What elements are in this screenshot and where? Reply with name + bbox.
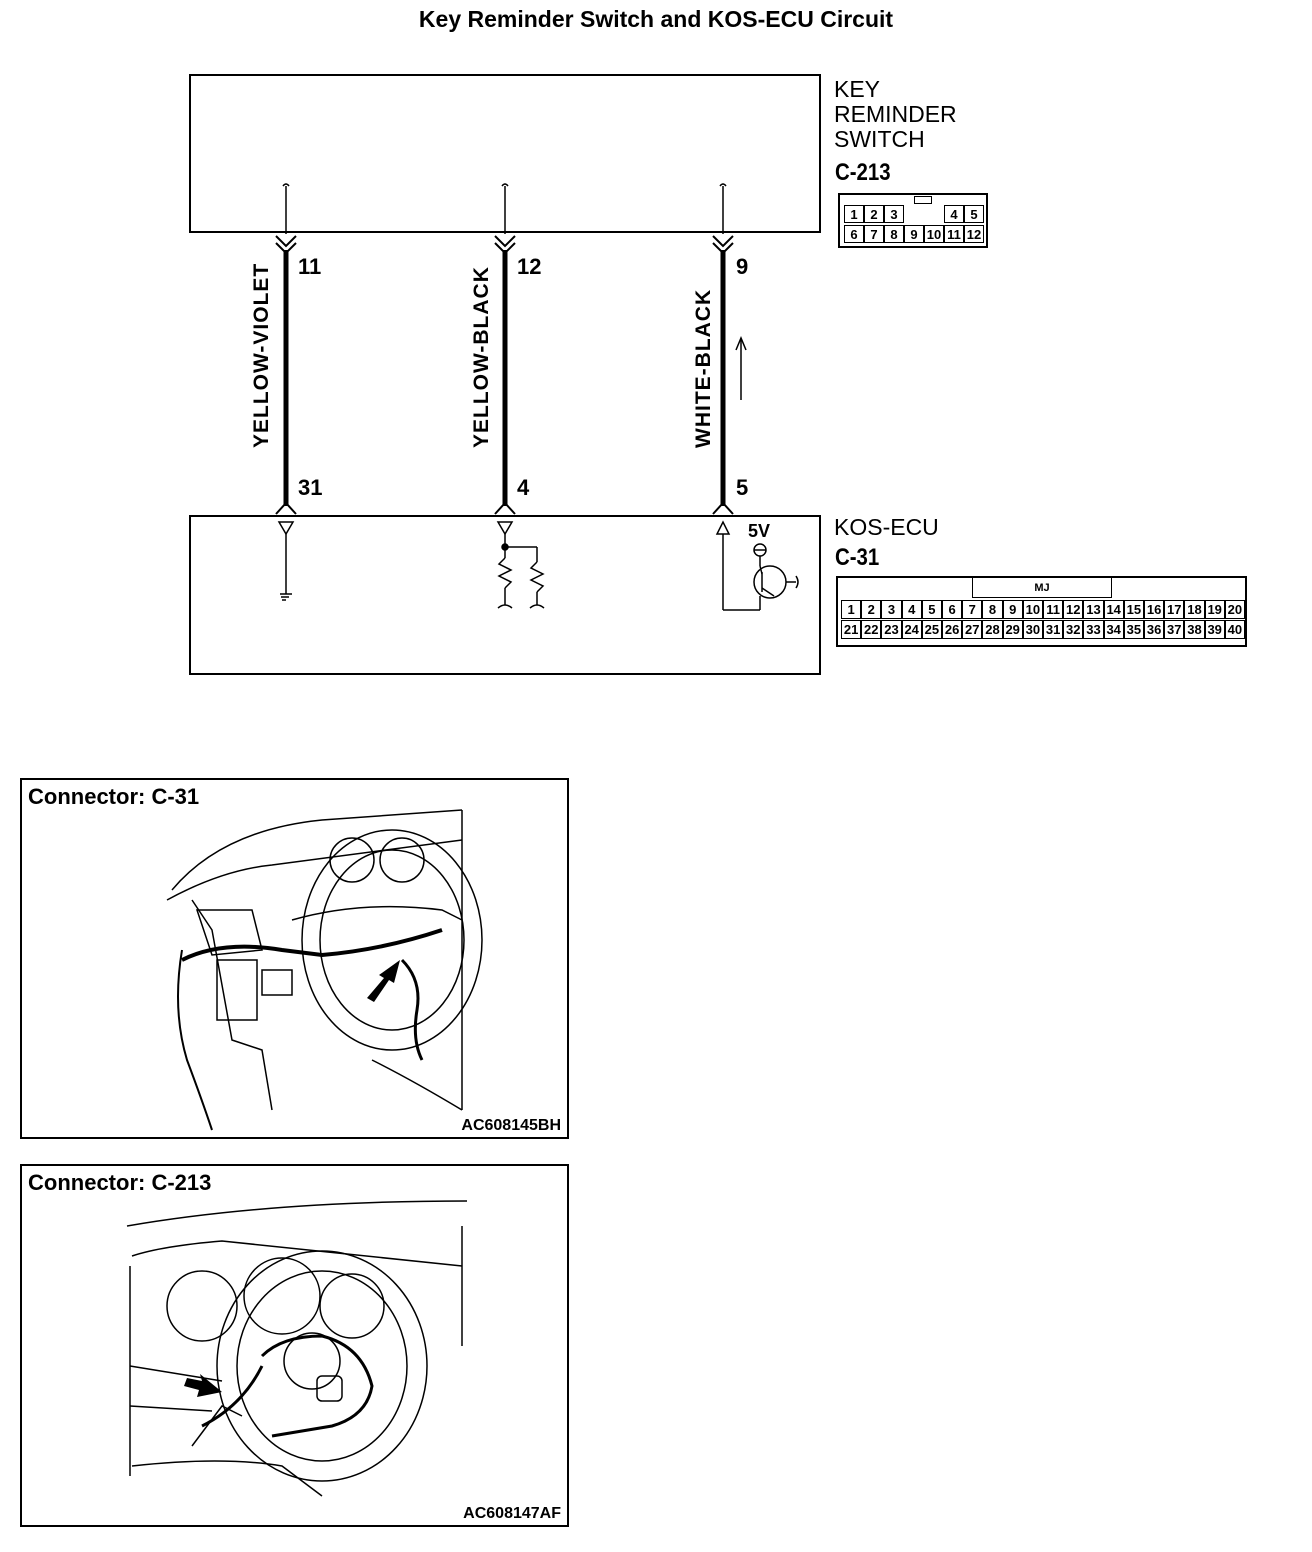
- connector-pin: 38: [1184, 620, 1204, 639]
- connector-pin: 5: [964, 205, 984, 223]
- connector-pin: 4: [944, 205, 964, 223]
- connector-pin: 12: [1063, 600, 1083, 619]
- label-line-3: SWITCH: [834, 126, 925, 152]
- connector-pin: 31: [1043, 620, 1063, 639]
- connector-id-c31: C-31: [835, 544, 880, 571]
- connector-pin: 23: [881, 620, 901, 639]
- label-line-2: REMINDER: [834, 101, 957, 127]
- connector-pin: 9: [1003, 600, 1023, 619]
- connector-pin: 1: [841, 600, 861, 619]
- wire-color-label-1: YELLOW-VIOLET: [250, 262, 273, 448]
- pin-label-bottom-1: 31: [298, 475, 323, 500]
- connector-pin: 10: [1023, 600, 1043, 619]
- wire-color-label-2: YELLOW-BLACK: [470, 266, 493, 448]
- connector-location-panel-c31: [20, 778, 569, 1139]
- pin-label-top-1: 11: [298, 254, 322, 279]
- connector-pin: 20: [1225, 600, 1245, 619]
- connector-pin: 17: [1164, 600, 1184, 619]
- pin-label-bottom-2: 4: [517, 475, 530, 500]
- connector-latch: [914, 196, 932, 204]
- connector-pin: 11: [1043, 600, 1063, 619]
- connector-pin: 3: [881, 600, 901, 619]
- connector-pin: 6: [844, 225, 864, 243]
- connector-pin: 34: [1104, 620, 1124, 639]
- connector-pin: 25: [922, 620, 942, 639]
- connector-pin: 33: [1083, 620, 1103, 639]
- connector-pin: 10: [924, 225, 944, 243]
- connector-pin: 5: [922, 600, 942, 619]
- connector-pin: 8: [982, 600, 1002, 619]
- kos-ecu-label: KOS-ECU: [834, 514, 939, 540]
- connector-pin: 11: [944, 225, 964, 243]
- bottom-connector-marks: [276, 503, 733, 514]
- pin-label-bottom-3: 5: [736, 475, 749, 500]
- arrow-icon: [367, 960, 400, 1002]
- connector-pin: 22: [861, 620, 881, 639]
- current-arrow-icon: [736, 338, 746, 400]
- connector-pin: 14: [1104, 600, 1124, 619]
- connector-pin: 26: [942, 620, 962, 639]
- steering-wheel-illustration: [22, 1166, 567, 1525]
- panel-title: Connector: C-31: [28, 784, 200, 809]
- label-line-1: KEY: [834, 76, 881, 102]
- pin-label-top-2: 12: [517, 254, 542, 279]
- connector-pin: 29: [1003, 620, 1023, 639]
- voltage-label: 5V: [748, 521, 771, 541]
- connector-pin: 27: [962, 620, 982, 639]
- connector-face-c31: [836, 576, 1247, 647]
- connector-pin: 40: [1225, 620, 1245, 639]
- connector-pin: 3: [884, 205, 904, 223]
- connector-pin: 39: [1205, 620, 1225, 639]
- connector-pin: 12: [964, 225, 984, 243]
- wire-lines: [286, 250, 723, 506]
- page-title: Key Reminder Switch and KOS-ECU Circuit: [418, 6, 894, 32]
- connector-pin: 13: [1083, 600, 1103, 619]
- connector-pin: 4: [902, 600, 922, 619]
- connector-pin: 8: [884, 225, 904, 243]
- connector-pin: 6: [942, 600, 962, 619]
- panel-code: AC608147AF: [463, 1505, 561, 1522]
- connector-pin: 32: [1063, 620, 1083, 639]
- connector-pin: 30: [1023, 620, 1043, 639]
- connector-pin: 7: [962, 600, 982, 619]
- wire-color-label-3: WHITE-BLACK: [692, 288, 715, 448]
- connector-id-c213: C-213: [835, 159, 891, 186]
- connector-location-panel-c213: [20, 1164, 569, 1527]
- connector-pin: 21: [841, 620, 861, 639]
- connector-pin: 2: [864, 205, 884, 223]
- panel-title: Connector: C-213: [28, 1170, 212, 1195]
- pin-label-top-3: 9: [736, 254, 749, 279]
- connector-pin: [904, 205, 944, 223]
- ground-circuit: [279, 522, 293, 600]
- panel-code: AC608145BH: [461, 1117, 561, 1134]
- connector-pin: 18: [1184, 600, 1204, 619]
- connector-pin: 35: [1124, 620, 1144, 639]
- arrow-icon: [184, 1374, 222, 1397]
- connector-pin: 7: [864, 225, 884, 243]
- resistor-circuit: [498, 522, 544, 608]
- connector-pin: 36: [1144, 620, 1164, 639]
- connector-face-c213: [838, 193, 988, 248]
- connector-pin: 37: [1164, 620, 1184, 639]
- connector-pin: 9: [904, 225, 924, 243]
- connector-pin: 19: [1205, 600, 1225, 619]
- key-reminder-switch-label: [834, 77, 957, 152]
- connector-tag: MJ: [972, 578, 1112, 598]
- connector-pin: 24: [902, 620, 922, 639]
- dashboard-illustration: [22, 780, 567, 1137]
- connector-pin: 28: [982, 620, 1002, 639]
- connector-pin: 15: [1124, 600, 1144, 619]
- connector-pin: 1: [844, 205, 864, 223]
- connector-pin: 2: [861, 600, 881, 619]
- connector-pin: 16: [1144, 600, 1164, 619]
